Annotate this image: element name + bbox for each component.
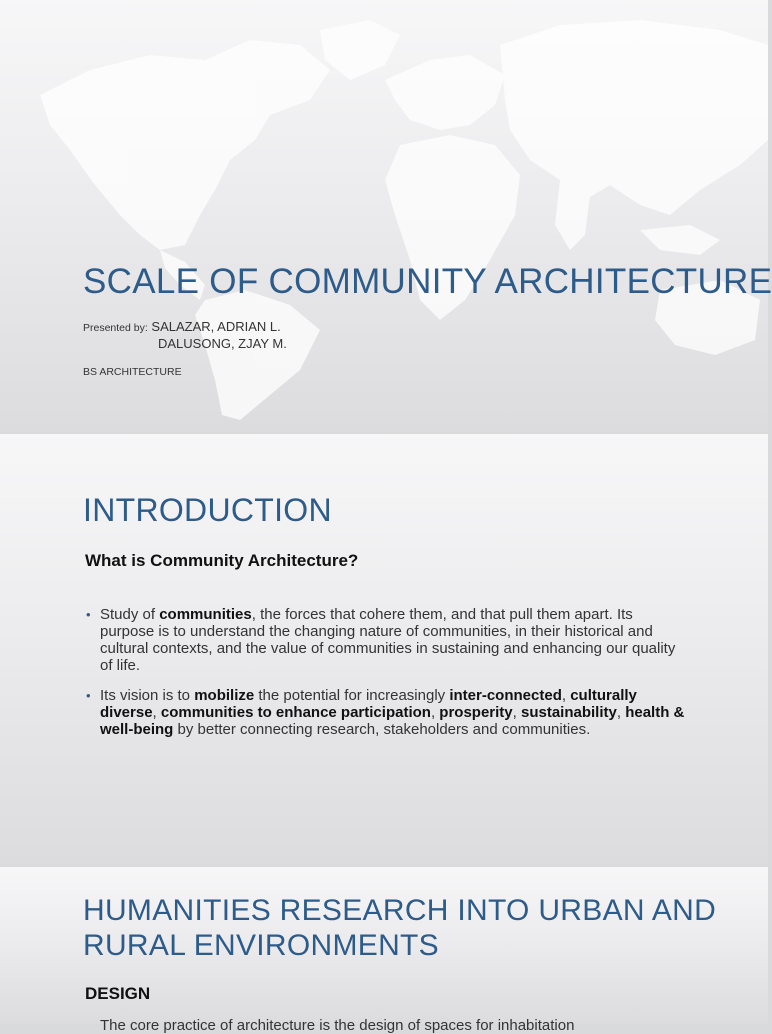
bullet-text: Its vision is to: [100, 687, 195, 704]
bullet-emphasis: communities: [159, 606, 252, 623]
humanities-title: HUMANITIES RESEARCH INTO URBAN AND RURAL ENVIRONMENTS: [83, 894, 717, 962]
design-body-text: The core practice of architecture is the design of spaces for inhabitation: [100, 1017, 575, 1034]
bullet-text: ,: [512, 704, 521, 721]
title-slide: [0, 0, 772, 432]
presenters: [83, 319, 287, 351]
humanities-research-slide: [0, 867, 768, 1034]
bullet-icon: •: [86, 607, 91, 622]
bullet-text: ,: [430, 704, 440, 721]
design-subtitle: DESIGN: [85, 984, 151, 1003]
bullet-text: the potential for increasingly: [254, 687, 450, 704]
presentation-title: SCALE OF COMMUNITY ARCHITECTURE: [83, 262, 772, 301]
bullet-emphasis: culturally diverse: [100, 687, 637, 721]
bullet-text: Study of: [100, 606, 160, 623]
bullet-emphasis: mobilize: [194, 687, 255, 704]
bullet-text: ,: [152, 704, 161, 721]
bullet-text: by better connecting research, stakeholders and communities.: [173, 721, 591, 738]
bullet-icon: •: [86, 688, 91, 703]
program-label: BS ARCHITECTURE: [83, 366, 182, 378]
presenter-name-2: DALUSONG, ZJAY M.: [158, 336, 287, 351]
bullet-item: [86, 606, 686, 674]
bullet-emphasis: prosperity: [439, 704, 513, 721]
bullet-text: ,: [561, 687, 571, 704]
bullet-text: ,: [616, 704, 626, 721]
introduction-title: INTRODUCTION: [83, 492, 332, 528]
bullet-text: , the forces that cohere them, and that pull them apart. Its purpose is to understand the changing nature of communities, in their historical and cultural contexts, and the value of communities in sustaining and enhancing our quality of life.: [100, 606, 676, 674]
introduction-bullets: [86, 606, 686, 751]
presenter-name-1: SALAZAR, ADRIAN L.: [151, 319, 281, 334]
presented-by-label: Presented by:: [83, 322, 148, 334]
introduction-subtitle: What is Community Architecture?: [85, 551, 359, 570]
bullet-emphasis: inter-connected: [449, 687, 562, 704]
bullet-emphasis: health & well-being: [100, 704, 685, 738]
bullet-emphasis: sustainability: [520, 704, 617, 721]
bullet-item: [86, 687, 686, 738]
introduction-slide: [0, 434, 768, 865]
bullet-emphasis: communities to enhance participation: [160, 704, 431, 721]
